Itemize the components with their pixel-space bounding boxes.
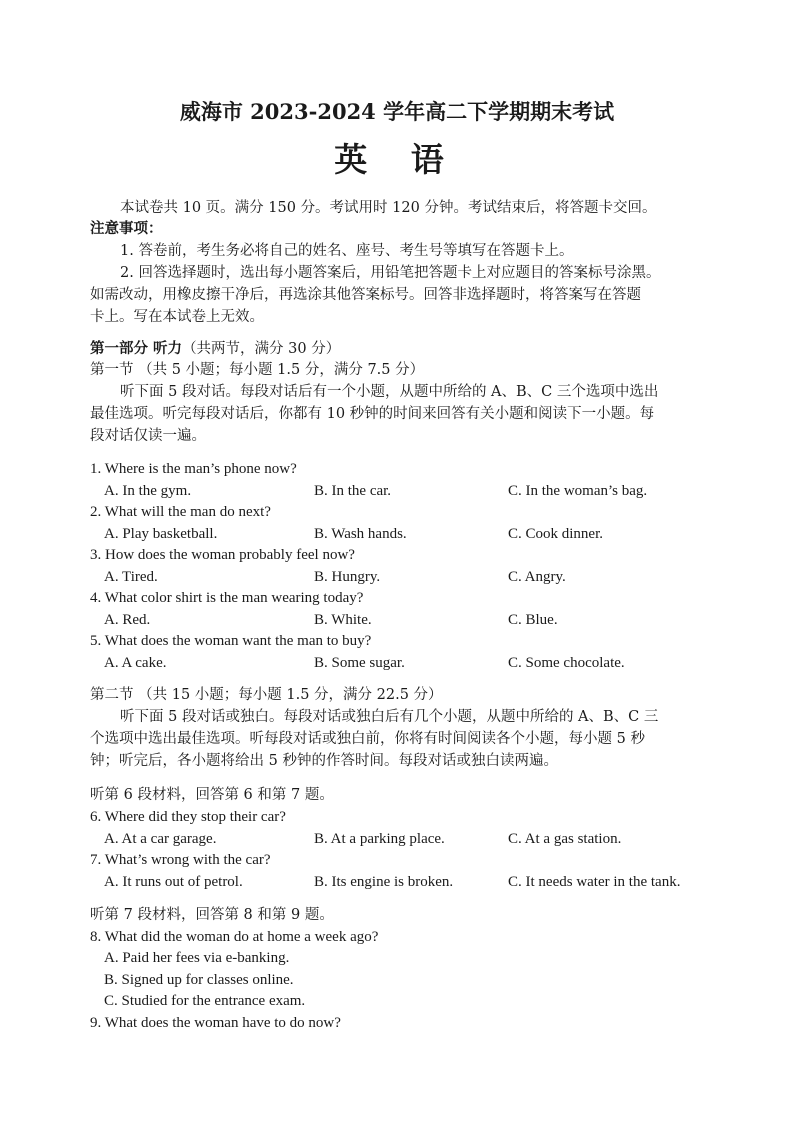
question-5-option-b: B. Some sugar. (314, 655, 405, 671)
question-3-option-b: B. Hungry. (314, 569, 381, 585)
question-6-option-a: A. At a car garage. (104, 831, 217, 847)
subject-title: 英 语 (334, 140, 460, 179)
section1-instructions-line-2: 最佳选项。听完每段对话后，你都有 10 秒钟的时间来回答有关小题和阅读下一小题。每 (90, 406, 655, 422)
question-2-option-b: B. Wash hands. (314, 526, 407, 542)
section1-instructions-line-3: 段对话仅读一遍。 (90, 428, 206, 444)
question-2-option-a: A. Play basketball. (104, 526, 218, 542)
question-6-stem: 6. Where did they stop their car? (90, 809, 286, 825)
exam-title: 威海市 2023-2024 学年高二下学期期末考试 (179, 99, 615, 124)
section2-instructions-line-3: 钟；听完后，各小题将给出 5 秒钟的作答时间。每段对话或独白读两遍。 (90, 753, 558, 769)
question-4-stem: 4. What color shirt is the man wearing today? (90, 590, 364, 606)
question-4-option-c: C. Blue. (508, 612, 558, 628)
question-7-stem: 7. What’s wrong with the car? (90, 852, 271, 868)
section1-instructions-line-1: 听下面 5 段对话。每段对话后有一个小题，从题中所给的 A、B、C 三个选项中选出 (120, 384, 659, 400)
question-5-option-a: A. A cake. (104, 655, 167, 671)
section2-instructions-line-2: 个选项中选出最佳选项。听每段对话或独白前，你将有时间阅读各个小题，每小题 5 秒 (90, 731, 645, 747)
question-2-stem: 2. What will the man do next? (90, 504, 271, 520)
question-8-option-a: A. Paid her fees via e-banking. (104, 950, 290, 966)
material-6-note: 听第 6 段材料，回答第 6 和第 7 题。 (90, 787, 334, 803)
question-4-option-a: A. Red. (104, 612, 151, 628)
notice-item-2-line-2: 如需改动，用橡皮擦干净后，再选涂其他答案标号。回答非选择题时，将答案写在答题 (90, 287, 641, 303)
question-8-option-b: B. Signed up for classes online. (104, 972, 294, 988)
question-1-stem: 1. Where is the man’s phone now? (90, 461, 297, 477)
part1-heading: 第一部分 听力 (90, 340, 183, 357)
question-3-option-a: A. Tired. (104, 569, 158, 585)
part1-heading-line (90, 339, 340, 359)
notice-item-1: 1. 答卷前，考生务必将自己的姓名、座号、考生号等填写在答题卡上。 (120, 243, 574, 259)
part1-heading-suffix: （共两节，满分 30 分） (182, 341, 341, 357)
question-1-option-a: A. In the gym. (104, 483, 192, 499)
section2-instructions-line-1: 听下面 5 段对话或独白。每段对话或独白后有几个小题，从题中所给的 A、B、C 三 (120, 709, 659, 725)
notice-item-2-line-3: 卡上。写在本试卷上无效。 (90, 309, 264, 325)
question-3-stem: 3. How does the woman probably feel now? (90, 547, 355, 563)
question-8-option-c: C. Studied for the entrance exam. (104, 993, 306, 1009)
question-4-option-b: B. White. (314, 612, 372, 628)
material-7-note: 听第 7 段材料，回答第 8 和第 9 题。 (90, 907, 334, 923)
question-7-option-b: B. Its engine is broken. (314, 874, 454, 890)
question-7-option-a: A. It runs out of petrol. (104, 874, 243, 890)
question-8-stem: 8. What did the woman do at home a week ago? (90, 929, 379, 945)
question-3-option-c: C. Angry. (508, 569, 566, 585)
section1-heading: 第一节 （共 5 小题；每小题 1.5 分，满分 7.5 分） (90, 362, 425, 378)
question-5-stem: 5. What does the woman want the man to buy? (90, 633, 372, 649)
question-1-option-b: B. In the car. (314, 483, 392, 499)
notice-heading: 注意事项： (90, 220, 163, 237)
question-2-option-c: C. Cook dinner. (508, 526, 604, 542)
section2-heading: 第二节 （共 15 小题；每小题 1.5 分，满分 22.5 分） (90, 687, 443, 703)
question-7-option-c: C. It needs water in the tank. (508, 874, 681, 890)
notice-item-2-line-1: 2. 回答选择题时，选出每小题答案后，用铅笔把答题卡上对应题目的答案标号涂黑。 (120, 265, 661, 281)
intro-text: 本试卷共 10 页。满分 150 分。考试用时 120 分钟。考试结束后，将答题卡交回。 (120, 200, 657, 216)
question-9-stem: 9. What does the woman have to do now? (90, 1015, 341, 1031)
question-1-option-c: C. In the woman’s bag. (508, 483, 648, 499)
question-5-option-c: C. Some chocolate. (508, 655, 625, 671)
question-6-option-c: C. At a gas station. (508, 831, 622, 847)
question-6-option-b: B. At a parking place. (314, 831, 445, 847)
